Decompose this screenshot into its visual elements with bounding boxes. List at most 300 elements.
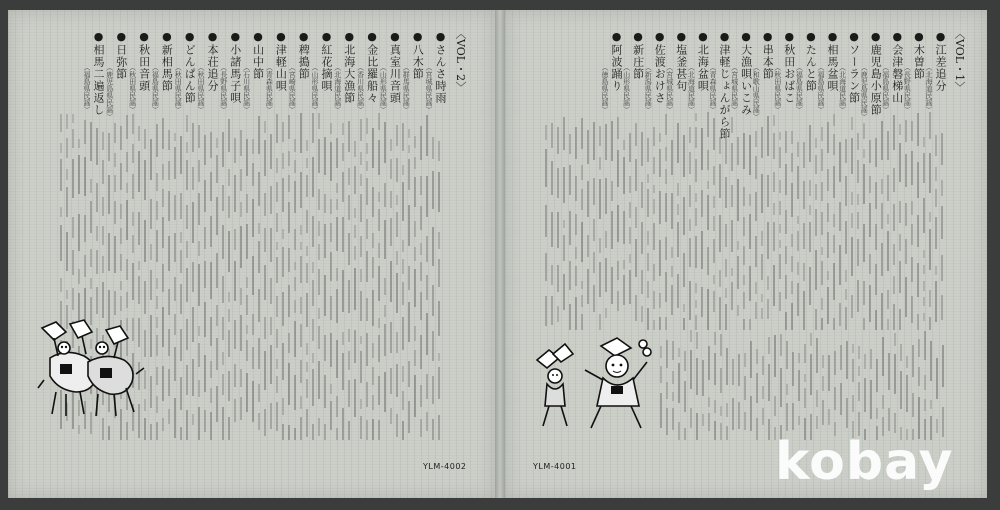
lyric-line	[438, 367, 440, 399]
lyric-line	[354, 208, 356, 218]
lyric-line	[743, 319, 745, 330]
lyric-line	[792, 403, 794, 430]
lyric-line	[378, 266, 380, 301]
lyric-line	[677, 274, 679, 308]
lyric-line	[809, 267, 811, 305]
lyric-line	[120, 126, 122, 150]
lyric-line	[204, 261, 206, 288]
lyric-line	[821, 298, 823, 311]
lyric-line	[785, 131, 787, 153]
lyric-line	[414, 269, 416, 307]
lyric-line	[761, 308, 763, 319]
lyric-line	[246, 373, 248, 412]
lyric-line	[402, 182, 404, 221]
lyric-line	[593, 285, 595, 312]
lyric-line	[396, 158, 398, 182]
lyric-line	[840, 345, 842, 370]
song-title: ●塩釜甚句	[674, 30, 688, 92]
lyric-line	[695, 283, 697, 293]
lyric-line	[126, 200, 128, 240]
lyric-line	[755, 192, 757, 222]
lyric-line	[785, 275, 787, 299]
lyric-line	[294, 229, 296, 251]
lyric-line	[282, 398, 284, 414]
lyric-line	[204, 410, 206, 432]
lyric-line	[438, 259, 440, 287]
lyric-line	[336, 428, 338, 440]
song-title: ●八木節	[411, 30, 425, 80]
lyric-line	[696, 358, 698, 395]
lyric-line	[318, 189, 320, 209]
lyric-line	[641, 182, 643, 208]
lyric-line	[66, 290, 68, 299]
lyric-line	[420, 126, 422, 159]
lyric-line	[348, 280, 350, 312]
lyric-line	[821, 261, 823, 285]
lyric-line	[617, 117, 619, 139]
lyric-line	[935, 217, 937, 250]
lyric-line	[378, 376, 380, 405]
lyric-line	[840, 383, 842, 415]
lyric-line	[611, 267, 613, 304]
lyric-line	[294, 139, 296, 152]
lyric-line	[282, 247, 284, 277]
lyric-line	[797, 231, 799, 251]
lyric-line	[575, 127, 577, 160]
lyric-line	[768, 337, 770, 354]
lyric-line	[162, 118, 164, 149]
lyric-line	[839, 202, 841, 231]
lyric-line	[756, 373, 758, 403]
lyric-line	[599, 314, 601, 330]
song-title: ●ソーラン節	[847, 30, 861, 104]
lyric-line	[899, 201, 901, 222]
lyric-line	[252, 256, 254, 295]
lyric-line	[324, 375, 326, 408]
lyric-line	[162, 217, 164, 249]
lyric-line	[336, 138, 338, 168]
lyric-line	[330, 199, 332, 214]
lyric-line	[833, 134, 835, 155]
lyric-line	[360, 194, 362, 221]
lyric-line	[833, 235, 835, 253]
lyric-line	[66, 169, 68, 180]
lyric-line	[725, 304, 727, 330]
song-title: ●真室川音頭	[388, 30, 402, 104]
lyric-line	[312, 157, 314, 196]
lyric-line	[258, 172, 260, 206]
lyric-line	[414, 350, 416, 366]
lyric-line	[665, 114, 667, 136]
lyric-line	[731, 117, 733, 134]
lyric-line	[690, 350, 692, 389]
lyric-line	[330, 384, 332, 394]
lyric-line	[186, 241, 188, 258]
lyric-line	[929, 153, 931, 193]
lyric-line	[336, 183, 338, 193]
lyric-line	[683, 304, 685, 312]
lyric-line	[126, 422, 128, 440]
lyric-line	[342, 172, 344, 202]
lyric-line	[402, 259, 404, 273]
lyric-line	[408, 129, 410, 138]
lyric-line	[342, 217, 344, 253]
lyric-line	[120, 281, 122, 290]
lyric-line	[150, 424, 152, 440]
lyric-line	[822, 376, 824, 391]
lyric-line	[408, 205, 410, 246]
lyric-line	[714, 332, 716, 345]
lyric-line	[929, 229, 931, 271]
lyric-line	[432, 419, 434, 440]
lyric-line	[810, 354, 812, 395]
lyric-line	[276, 213, 278, 232]
song-title: ●新庄節	[631, 30, 645, 80]
lyric-line	[653, 127, 655, 146]
lyric-line	[678, 363, 680, 403]
lyric-line	[881, 179, 883, 195]
lyric-line	[396, 332, 398, 353]
lyric-line	[774, 335, 776, 377]
lyric-line	[737, 179, 739, 221]
lyric-line	[905, 239, 907, 264]
lyric-line	[863, 123, 865, 139]
lyric-line	[696, 413, 698, 440]
lyric-line	[917, 162, 919, 197]
lyric-line	[372, 367, 374, 385]
lyric-line	[720, 406, 722, 416]
lyric-line	[659, 317, 661, 330]
lyric-line	[876, 359, 878, 391]
song-origin: （秋田県民謡）	[128, 64, 137, 113]
lyric-line	[828, 355, 830, 391]
lyric-line	[929, 212, 931, 222]
lyric-line	[563, 167, 565, 203]
lyric-line	[120, 228, 122, 244]
lyric-line	[90, 122, 92, 160]
lyric-line	[810, 333, 812, 346]
lyric-line	[282, 424, 284, 440]
lyric-line	[678, 422, 680, 440]
lyric-line	[695, 193, 697, 202]
lyric-line	[617, 261, 619, 281]
lyric-line	[660, 346, 662, 358]
lyric-line	[366, 333, 368, 365]
lyric-line	[593, 219, 595, 240]
lyric-line	[426, 275, 428, 300]
lyric-line	[402, 240, 404, 252]
lyric-line	[72, 250, 74, 275]
lyric-line	[438, 141, 440, 161]
lyric-line	[138, 212, 140, 245]
lyric-line	[216, 155, 218, 183]
lyric-line	[294, 321, 296, 357]
lyric-line	[174, 195, 176, 220]
lyric-line	[126, 152, 128, 172]
lyric-line	[593, 122, 595, 160]
lyric-line	[767, 222, 769, 258]
lyric-line	[732, 359, 734, 385]
lyric-line	[719, 137, 721, 154]
lyric-line	[384, 278, 386, 295]
lyric-line	[156, 335, 158, 356]
song-origin: （青森県民謡）	[709, 64, 717, 113]
lyric-line	[924, 375, 926, 390]
lyric-line	[815, 155, 817, 174]
lyric-line	[563, 235, 565, 261]
lyric-line	[803, 263, 805, 281]
lyric-line	[192, 262, 194, 292]
lyric-line	[695, 315, 697, 330]
song-title: ●秋田音頭	[137, 30, 151, 92]
lyric-line	[156, 317, 158, 328]
lyric-line	[306, 246, 308, 256]
lyric-line	[779, 224, 781, 233]
lyric-line	[432, 171, 434, 209]
lyric-line	[923, 198, 925, 233]
lyric-line	[348, 168, 350, 186]
lyric-line	[936, 358, 938, 400]
lyric-line	[282, 153, 284, 169]
lyric-line	[66, 187, 68, 217]
lyric-line	[666, 408, 668, 434]
song-title: ●会津磐梯山	[890, 30, 904, 104]
lyric-line	[222, 185, 224, 212]
lyric-line	[827, 169, 829, 191]
lyric-line	[773, 222, 775, 250]
lyric-line	[324, 335, 326, 361]
lyric-line	[563, 220, 565, 228]
lyric-line	[180, 329, 182, 362]
lyric-line	[888, 353, 890, 390]
lyric-line	[587, 235, 589, 257]
lyric-line	[695, 208, 697, 226]
lyric-line	[156, 296, 158, 309]
lyric-line	[276, 402, 278, 431]
lyric-line	[659, 240, 661, 276]
lyric-line	[210, 172, 212, 201]
lyric-line	[803, 291, 805, 330]
song-origin: （宮城県民謡）	[665, 64, 674, 113]
lyric-line	[738, 354, 740, 386]
lyric-line	[773, 172, 775, 192]
lyric-line	[426, 236, 428, 262]
lyric-line	[336, 217, 338, 251]
lyric-line	[701, 190, 703, 218]
lyric-line	[761, 294, 763, 302]
lyric-line	[348, 421, 350, 440]
lyric-line	[180, 232, 182, 243]
lyric-line	[282, 229, 284, 240]
lyric-line	[587, 269, 589, 304]
lyric-line	[732, 398, 734, 430]
lyric-line	[708, 397, 710, 407]
lyric-line	[438, 415, 440, 440]
lyric-line	[743, 187, 745, 206]
lyric-line	[126, 259, 128, 280]
lyric-line	[924, 399, 926, 411]
lyric-line	[198, 407, 200, 440]
lyric-line	[396, 364, 398, 397]
lyric-line	[611, 211, 613, 248]
lyric-line	[288, 115, 290, 138]
lyric-line	[318, 244, 320, 260]
lyric-line	[264, 140, 266, 176]
lyric-line	[234, 261, 236, 301]
lyric-line	[623, 140, 625, 151]
lyric-line	[204, 227, 206, 249]
lyric-line	[912, 345, 914, 377]
lyric-line	[551, 265, 553, 285]
lyric-line	[797, 216, 799, 225]
song-origin: （北海道民謡）	[925, 64, 933, 113]
lyric-line	[186, 205, 188, 228]
lyric-line	[905, 277, 907, 317]
lyric-line	[162, 264, 164, 292]
lyric-line	[851, 192, 853, 205]
lyric-line	[755, 282, 757, 294]
lyric-line	[875, 138, 877, 167]
lyric-line	[785, 164, 787, 195]
lyric-line	[635, 207, 637, 228]
lyric-line	[678, 348, 680, 356]
lyric-line	[785, 210, 787, 234]
song-origin: （秋田県民謡）	[197, 64, 205, 113]
lyric-line	[90, 249, 92, 267]
lyric-line	[809, 180, 811, 196]
lyric-line	[288, 151, 290, 166]
lyric-line	[348, 195, 350, 220]
lyric-line	[180, 250, 182, 272]
lyric-line	[791, 234, 793, 248]
lyric-line	[234, 229, 236, 250]
lyric-line	[294, 181, 296, 213]
lyric-line	[234, 138, 236, 162]
song-origin: （宮城県民謡）	[730, 64, 739, 113]
song-title: ●秋田おばこ	[782, 30, 796, 104]
lyric-line	[180, 136, 182, 175]
lyric-line	[701, 231, 703, 269]
lyric-line	[402, 282, 404, 305]
lyric-line	[695, 159, 697, 181]
lyric-line	[144, 129, 146, 149]
lyric-line	[132, 263, 134, 300]
lyric-line	[815, 250, 817, 290]
lyric-line	[324, 224, 326, 259]
lyric-line	[360, 269, 362, 283]
lyric-line	[96, 250, 98, 274]
lyric-line	[168, 130, 170, 150]
lyric-line	[432, 376, 434, 405]
lyric-line	[653, 199, 655, 214]
lyric-line	[713, 275, 715, 284]
lyric-line	[114, 236, 116, 273]
lyric-line	[102, 197, 104, 216]
lyric-line	[420, 262, 422, 281]
lyric-line	[432, 137, 434, 159]
lyric-line	[330, 223, 332, 242]
lyric-line	[887, 131, 889, 160]
lyric-line	[276, 158, 278, 173]
lyric-line	[366, 143, 368, 154]
kobay-watermark: kobay	[775, 432, 954, 492]
lyric-line	[402, 317, 404, 350]
lyric-line	[438, 172, 440, 212]
lyric-line	[234, 175, 236, 211]
lyric-line	[881, 203, 883, 229]
lyric-line	[318, 308, 320, 319]
lyric-line	[689, 185, 691, 207]
lyric-line	[72, 159, 74, 198]
lyric-line	[635, 159, 637, 192]
lyric-line	[72, 114, 74, 123]
lyric-line	[666, 340, 668, 368]
lyric-line	[246, 325, 248, 333]
lyric-line	[708, 346, 710, 380]
lyric-line	[791, 281, 793, 294]
lyric-line	[924, 331, 926, 360]
lyric-line	[222, 352, 224, 366]
lyric-line	[258, 413, 260, 430]
lyric-line	[762, 408, 764, 425]
lyric-line	[647, 231, 649, 244]
lyric-line	[665, 317, 667, 330]
lyric-line	[611, 181, 613, 201]
lyric-line	[198, 343, 200, 368]
lyric-line	[240, 397, 242, 420]
lyric-line	[653, 320, 655, 330]
lyric-line	[833, 166, 835, 198]
lyric-line	[690, 408, 692, 429]
lyric-line	[366, 219, 368, 240]
lyric-line	[881, 121, 883, 160]
lyric-line	[300, 396, 302, 409]
song-origin: （青森県民謡）	[265, 64, 274, 113]
lyric-line	[743, 292, 745, 309]
song-origin: （山形県民謡）	[311, 64, 319, 113]
lyric-line	[180, 427, 182, 440]
lyric-line	[755, 131, 757, 147]
lyric-line	[749, 194, 751, 206]
lyric-line	[156, 367, 158, 385]
lyric-line	[216, 386, 218, 421]
lyric-line	[318, 139, 320, 173]
lyric-line	[755, 236, 757, 266]
song-title: ●木曽節	[912, 30, 926, 80]
lyric-line	[276, 114, 278, 143]
lyric-line	[294, 262, 296, 270]
lyric-line	[762, 356, 764, 375]
lyric-line	[713, 196, 715, 209]
lyric-line	[821, 212, 823, 235]
lyric-line	[707, 150, 709, 170]
lyric-line	[893, 168, 895, 192]
lyric-line	[372, 290, 374, 326]
lyric-line	[312, 369, 314, 406]
lyric-line	[198, 380, 200, 397]
lyric-line	[744, 376, 746, 399]
lyric-line	[264, 193, 266, 216]
lyric-line	[300, 360, 302, 384]
lyric-line	[659, 149, 661, 177]
lyric-line	[827, 287, 829, 324]
lyric-line	[557, 212, 559, 247]
lyric-line	[438, 301, 440, 336]
lyric-line	[605, 308, 607, 318]
lyric-line	[336, 289, 338, 323]
lyric-line	[198, 125, 200, 148]
lyric-line	[923, 153, 925, 182]
